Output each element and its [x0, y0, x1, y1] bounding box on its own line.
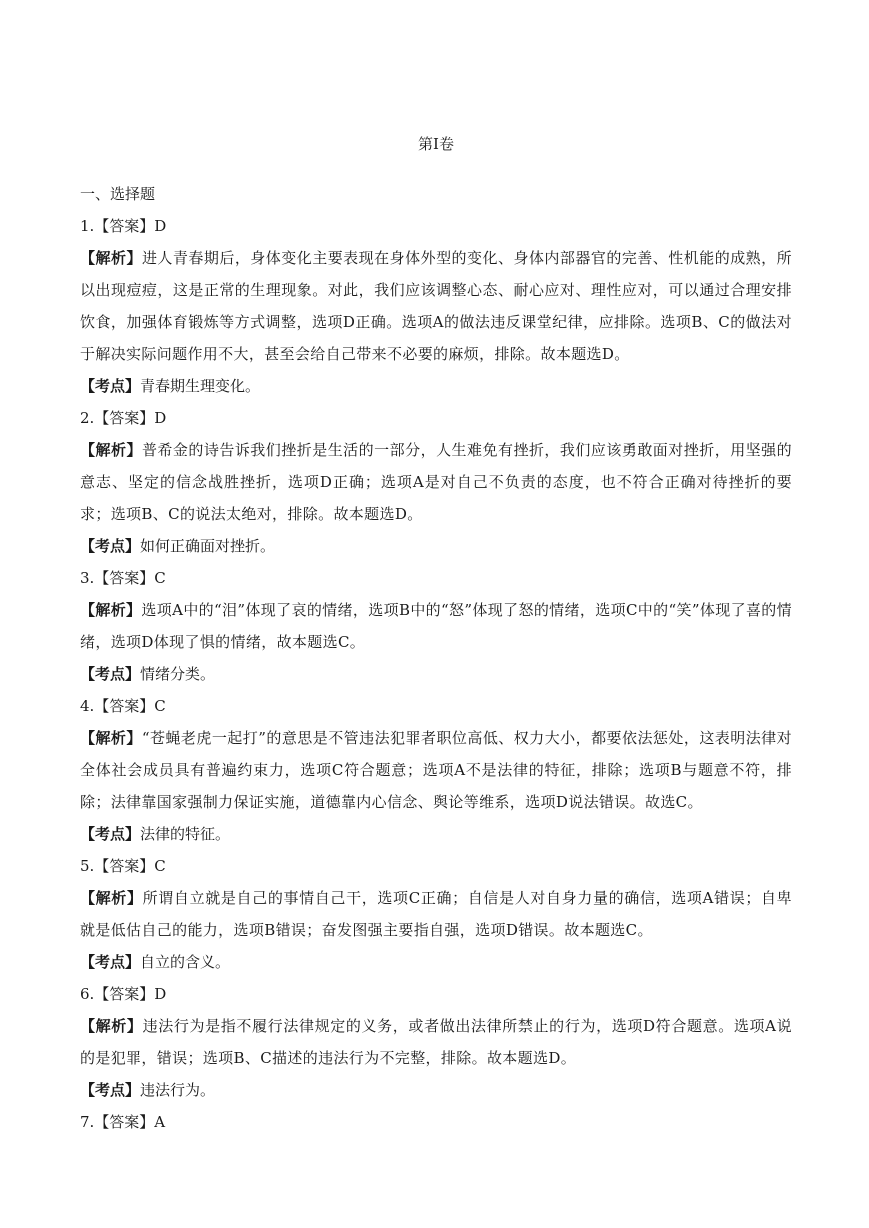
analysis-paragraph: [80, 1010, 792, 1074]
analysis-tag: 【解析】: [80, 441, 142, 459]
point-tag: 【考点】: [80, 825, 141, 843]
analysis-text: 进人青春期后，身体变化主要表现在身体外型的变化、身体内部器官的完善、性机能的成熟，所以出现痘痘，这是正常的生理现象。对此，我们应该调整心态、耐心应对、理性应对，可以通过合理安排饮食，加强体育锻炼等方式调整，选项D正确。选项A的做法违反课堂纪律，应排除。选项B、C的做法对于解决实际问题作用不大，甚至会给自己带来不必要的麻烦，排除。故本题选D。: [80, 249, 792, 363]
answer-line: 7.【答案】A: [80, 1113, 166, 1131]
page-title: 第Ⅰ卷: [418, 135, 454, 153]
analysis-paragraph: [80, 882, 792, 946]
answer-line: 1.【答案】D: [80, 217, 167, 235]
point-text: 法律的特征。: [140, 825, 231, 843]
analysis-paragraph: [80, 434, 792, 530]
answer-line: 6.【答案】D: [80, 985, 167, 1003]
analysis-text: 所谓自立就是自己的事情自己干，选项C正确；自信是人对自身力量的确信，选项A错误；自卑就是低估自己的能力，选项B错误；奋发图强主要指自强，选项D错误。故本题选C。: [80, 889, 792, 939]
point-text: 违法行为。: [140, 1081, 216, 1099]
point-line: [80, 658, 792, 690]
analysis-text: 违法行为是指不履行法律规定的义务，或者做出法律所禁止的行为，选项D符合题意。选项A说的是犯罪，错误；选项B、C描述的违法行为不完整，排除。故本题选D。: [80, 1017, 792, 1067]
point-text: 自立的含义。: [140, 953, 231, 971]
analysis-tag: 【解析】: [80, 1017, 143, 1035]
analysis-text: 普希金的诗告诉我们挫折是生活的一部分，人生难免有挫折，我们应该勇敢面对挫折，用坚强的意志、坚定的信念战胜挫折，选项D正确；选项A是对自己不负责的态度，也不符合正确对待挫折的要求；选项B、C的说法太绝对，排除。故本题选D。: [80, 441, 792, 523]
point-text: 如何正确面对挫折。: [140, 537, 276, 555]
analysis-tag: 【解析】: [80, 249, 142, 267]
analysis-tag: 【解析】: [80, 729, 142, 747]
point-line: [80, 530, 792, 562]
point-tag: 【考点】: [80, 953, 141, 971]
point-text: 青春期生理变化。: [140, 377, 261, 395]
point-tag: 【考点】: [80, 377, 141, 395]
answer-line: 3.【答案】C: [80, 569, 166, 587]
document-page: [80, 128, 792, 1138]
point-text: 情绪分类。: [140, 665, 216, 683]
analysis-text: 选项A中的“泪”体现了哀的情绪，选项B中的“怒”体现了怒的情绪，选项C中的“笑”体现了喜的情绪，选项D体现了惧的情绪，故本题选C。: [80, 601, 792, 651]
point-tag: 【考点】: [80, 537, 141, 555]
answer-line: 4.【答案】C: [80, 697, 166, 715]
analysis-paragraph: [80, 722, 792, 818]
analysis-paragraph: [80, 242, 792, 370]
section-heading: 一、选择题: [80, 185, 156, 203]
point-tag: 【考点】: [80, 1081, 141, 1099]
analysis-tag: 【解析】: [80, 601, 142, 619]
analysis-tag: 【解析】: [80, 889, 143, 907]
point-line: [80, 370, 792, 402]
answer-line: 2.【答案】D: [80, 409, 167, 427]
analysis-paragraph: [80, 594, 792, 658]
analysis-text: “苍蝇老虎一起打”的意思是不管违法犯罪者职位高低、权力大小，都要依法惩处，这表明法律对全体社会成员具有普遍约束力，选项C符合题意；选项A不是法律的特征，排除；选项B与题意不符，排除；法律靠国家强制力保证实施，道德靠内心信念、舆论等维系，选项D说法错误。故选C。: [80, 729, 792, 811]
point-tag: 【考点】: [80, 665, 141, 683]
point-line: [80, 1074, 792, 1106]
point-line: [80, 946, 792, 978]
point-line: [80, 818, 792, 850]
answer-line: 5.【答案】C: [80, 857, 166, 875]
